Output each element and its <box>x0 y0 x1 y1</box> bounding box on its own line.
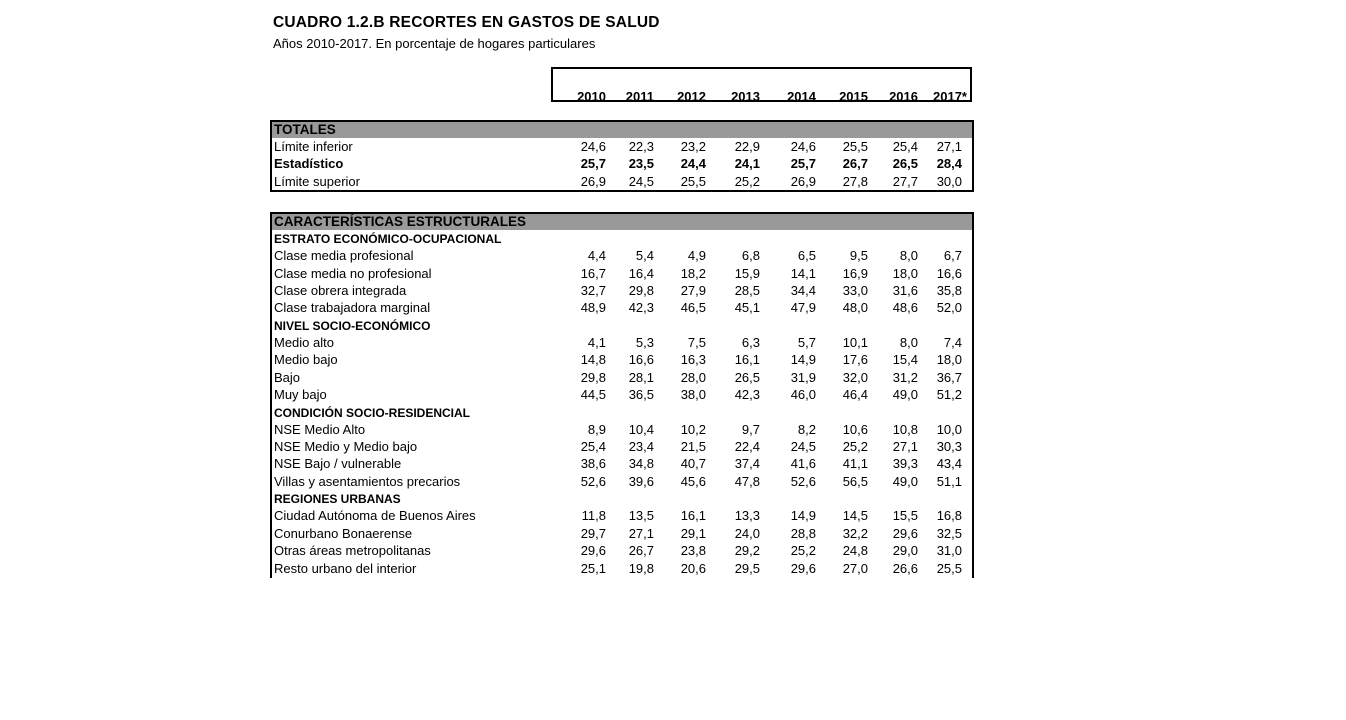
row-label: NSE Bajo / vulnerable <box>274 456 402 472</box>
cell-value: 20,6 <box>680 560 706 576</box>
cell-value: 27,1 <box>892 439 918 455</box>
table-row <box>272 155 972 172</box>
cell-value: 8,2 <box>797 421 816 437</box>
cell-value: 16,3 <box>680 352 706 368</box>
table-row <box>272 525 972 542</box>
cell-value: 26,7 <box>842 156 868 172</box>
cell-value: 8,9 <box>587 421 606 437</box>
cell-value: 6,8 <box>741 248 760 264</box>
row-label: NSE Medio Alto <box>274 421 366 437</box>
cell-value: 31,6 <box>892 282 918 298</box>
cell-value: 13,5 <box>628 508 654 524</box>
cell-value: 41,1 <box>842 456 868 472</box>
cell-value: 4,1 <box>587 334 606 350</box>
table-row <box>272 369 972 386</box>
cell-value: 32,5 <box>936 525 962 541</box>
cell-value: 24,5 <box>790 439 816 455</box>
row-label: Medio alto <box>274 334 334 350</box>
year-4: 2014 <box>787 89 816 104</box>
cell-value: 22,3 <box>628 139 654 154</box>
cell-value: 22,4 <box>734 439 760 455</box>
table-row <box>272 438 972 455</box>
cell-value: 14,5 <box>842 508 868 524</box>
cell-value: 25,5 <box>936 560 962 576</box>
group-title-text: ESTRATO ECONÓMICO-OCUPACIONAL <box>274 232 502 246</box>
table-row <box>272 542 972 559</box>
cell-value: 11,8 <box>581 508 606 524</box>
cell-value: 30,3 <box>936 439 962 455</box>
cell-value: 6,7 <box>943 248 962 264</box>
cell-value: 46,5 <box>680 300 706 316</box>
year-header <box>551 67 972 102</box>
group-title-text: CONDICIÓN SOCIO-RESIDENCIAL <box>274 405 471 420</box>
cell-value: 18,0 <box>936 352 962 368</box>
cell-value: 29,6 <box>892 525 918 541</box>
cell-value: 23,5 <box>628 156 654 172</box>
table-row <box>272 247 972 264</box>
table-row <box>272 282 972 299</box>
cell-value: 7,5 <box>687 334 706 350</box>
cell-value: 24,1 <box>734 156 760 172</box>
cell-value: 49,0 <box>892 473 918 489</box>
cell-value: 27,9 <box>680 282 706 298</box>
cell-value: 10,0 <box>936 421 962 437</box>
cell-value: 16,6 <box>936 265 962 281</box>
cell-value: 14,9 <box>790 352 816 368</box>
cell-value: 17,6 <box>842 352 868 368</box>
cell-value: 29,6 <box>790 560 816 576</box>
row-label: Medio bajo <box>274 352 338 368</box>
table-row <box>272 473 972 490</box>
cell-value: 15,9 <box>734 265 760 281</box>
cell-value: 41,6 <box>790 456 816 472</box>
group-title <box>272 490 972 507</box>
row-label: Muy bajo <box>274 387 327 403</box>
cell-value: 44,5 <box>580 387 606 403</box>
table-row <box>272 507 972 524</box>
cell-value: 38,0 <box>680 387 706 403</box>
table-row <box>272 560 972 577</box>
cell-value: 42,3 <box>628 300 654 316</box>
cell-value: 10,2 <box>680 421 706 437</box>
row-label: Clase media no profesional <box>274 265 432 281</box>
table-row <box>272 138 972 155</box>
cell-value: 27,0 <box>842 560 868 576</box>
cell-value: 24,5 <box>628 173 654 189</box>
cell-value: 46,0 <box>790 387 816 403</box>
cell-value: 29,8 <box>580 369 606 385</box>
cell-value: 25,4 <box>580 439 606 455</box>
cell-value: 56,5 <box>842 473 868 489</box>
cell-value: 16,6 <box>628 352 654 368</box>
cell-value: 37,4 <box>734 456 760 472</box>
cell-value: 21,5 <box>680 439 706 455</box>
cell-value: 33,0 <box>842 282 868 298</box>
cell-value: 29,7 <box>580 525 606 541</box>
cell-value: 5,3 <box>635 334 654 350</box>
cell-value: 16,1 <box>680 508 706 524</box>
cell-value: 15,5 <box>892 508 918 524</box>
cell-value: 26,7 <box>628 543 654 559</box>
cell-value: 45,6 <box>680 473 706 489</box>
year-3: 2013 <box>731 89 760 104</box>
cell-value: 52,0 <box>936 300 962 316</box>
cell-value: 6,3 <box>741 334 760 350</box>
cell-value: 10,1 <box>842 334 868 350</box>
cell-value: 19,8 <box>628 560 654 576</box>
cell-value: 26,9 <box>790 173 816 189</box>
cell-value: 4,4 <box>587 248 606 264</box>
row-label: NSE Medio y Medio bajo <box>274 439 418 455</box>
table-row <box>272 299 972 316</box>
cell-value: 52,6 <box>580 473 606 489</box>
group-title-text: REGIONES URBANAS <box>274 492 401 507</box>
cell-value: 24,6 <box>790 139 816 154</box>
cell-value: 34,4 <box>790 282 816 298</box>
cell-value: 40,7 <box>680 456 706 472</box>
cell-value: 24,4 <box>680 156 706 172</box>
cell-value: 52,6 <box>790 473 816 489</box>
cell-value: 38,6 <box>580 456 606 472</box>
cell-value: 39,3 <box>892 456 918 472</box>
cell-value: 18,0 <box>892 265 918 281</box>
cell-value: 16,7 <box>580 265 606 281</box>
cell-value: 8,0 <box>899 248 918 264</box>
year-6: 2016 <box>889 89 918 104</box>
row-label: Villas y asentamientos precarios <box>274 473 461 489</box>
cell-value: 29,1 <box>680 525 706 541</box>
cell-value: 14,8 <box>580 352 606 368</box>
cell-value: 42,3 <box>734 387 760 403</box>
cell-value: 25,4 <box>892 139 918 154</box>
cell-value: 23,2 <box>680 139 706 154</box>
cell-value: 10,8 <box>892 421 918 437</box>
cell-value: 8,0 <box>899 334 918 350</box>
cell-value: 31,9 <box>790 369 816 385</box>
table-row <box>272 265 972 282</box>
cell-value: 36,7 <box>936 369 962 385</box>
cell-value: 7,4 <box>943 334 962 350</box>
row-label: Conurbano Bonaerense <box>274 525 413 541</box>
table-row <box>272 334 972 351</box>
cell-value: 4,9 <box>687 248 706 264</box>
cell-value: 25,5 <box>680 173 706 189</box>
caracteristicas-header: CARACTERÍSTICAS ESTRUCTURALES <box>272 214 972 230</box>
caracteristicas-section <box>270 212 974 578</box>
cell-value: 15,4 <box>892 352 918 368</box>
cell-value: 14,9 <box>790 508 816 524</box>
row-label: Estadístico <box>274 156 344 172</box>
cell-value: 16,9 <box>842 265 868 281</box>
cell-value: 10,4 <box>628 421 654 437</box>
cell-value: 51,1 <box>936 473 962 489</box>
row-label: Clase media profesional <box>274 248 414 264</box>
group-title <box>272 317 972 334</box>
cell-value: 25,7 <box>580 156 606 172</box>
cell-value: 47,9 <box>790 300 816 316</box>
cell-value: 28,0 <box>680 369 706 385</box>
cell-value: 32,2 <box>842 525 868 541</box>
cell-value: 10,6 <box>842 421 868 437</box>
table-row <box>272 173 972 190</box>
cell-value: 14,1 <box>790 265 816 281</box>
cell-value: 24,6 <box>580 139 606 154</box>
cell-value: 13,3 <box>734 508 760 524</box>
cell-value: 29,6 <box>580 543 606 559</box>
cell-value: 26,5 <box>892 156 918 172</box>
table-row <box>272 351 972 368</box>
cell-value: 29,0 <box>892 543 918 559</box>
cell-value: 39,6 <box>628 473 654 489</box>
row-label: Clase trabajadora marginal <box>274 300 431 316</box>
row-label: Ciudad Autónoma de Buenos Aires <box>274 508 476 524</box>
cell-value: 16,4 <box>628 265 654 281</box>
cell-value: 25,5 <box>842 139 868 154</box>
cell-value: 34,8 <box>628 456 654 472</box>
cell-value: 5,4 <box>635 248 654 264</box>
totales-section <box>270 120 974 192</box>
cell-value: 26,5 <box>734 369 760 385</box>
cell-value: 45,1 <box>734 300 760 316</box>
row-label: Resto urbano del interior <box>274 560 417 576</box>
cell-value: 22,9 <box>734 139 760 154</box>
row-label: Bajo <box>274 369 301 385</box>
cell-value: 43,4 <box>936 456 962 472</box>
cell-value: 25,7 <box>790 156 816 172</box>
cell-value: 48,9 <box>580 300 606 316</box>
cell-value: 46,4 <box>842 387 868 403</box>
cell-value: 9,5 <box>849 248 868 264</box>
cell-value: 27,8 <box>842 173 868 189</box>
cell-value: 28,8 <box>790 525 816 541</box>
cell-value: 31,0 <box>936 543 962 559</box>
cell-value: 27,1 <box>628 525 654 541</box>
cell-value: 36,5 <box>628 387 654 403</box>
cell-value: 5,7 <box>797 334 816 350</box>
year-1: 2011 <box>625 89 654 104</box>
group-title <box>272 230 972 247</box>
group-title <box>272 404 972 421</box>
group-title-text: NIVEL SOCIO-ECONÓMICO <box>274 318 431 333</box>
cell-value: 24,8 <box>842 543 868 559</box>
cell-value: 47,8 <box>734 473 760 489</box>
cell-value: 29,8 <box>628 282 654 298</box>
cell-value: 26,6 <box>892 560 918 576</box>
year-5: 2015 <box>839 89 868 104</box>
cell-value: 25,2 <box>790 543 816 559</box>
cell-value: 25,1 <box>580 560 606 576</box>
cell-value: 25,2 <box>842 439 868 455</box>
row-label: Otras áreas metropolitanas <box>274 543 431 559</box>
cell-value: 51,2 <box>936 387 962 403</box>
cell-value: 32,7 <box>580 282 606 298</box>
year-2: 2012 <box>677 89 706 104</box>
cell-value: 18,2 <box>680 265 706 281</box>
table-title: CUADRO 1.2.B RECORTES EN GASTOS DE SALUD <box>273 14 660 31</box>
row-label: Límite superior <box>274 173 360 189</box>
cell-value: 23,4 <box>628 439 654 455</box>
cell-value: 6,5 <box>797 248 816 264</box>
table-row <box>272 421 972 438</box>
cell-value: 48,0 <box>842 300 868 316</box>
cell-value: 49,0 <box>892 387 918 403</box>
totales-header: TOTALES <box>272 122 972 138</box>
year-0: 2010 <box>577 89 606 104</box>
cell-value: 27,7 <box>892 173 918 189</box>
cell-value: 32,0 <box>842 369 868 385</box>
cell-value: 31,2 <box>892 369 918 385</box>
table-subtitle: Años 2010-2017. En porcentaje de hogares particulares <box>273 36 596 51</box>
cell-value: 23,8 <box>680 543 706 559</box>
cell-value: 25,2 <box>734 173 760 189</box>
cell-value: 35,8 <box>936 282 962 298</box>
row-label: Clase obrera integrada <box>274 282 407 298</box>
table-row <box>272 386 972 403</box>
cell-value: 28,1 <box>628 369 654 385</box>
table-row <box>272 455 972 472</box>
cell-value: 28,5 <box>734 282 760 298</box>
row-label: Límite inferior <box>274 139 353 154</box>
cell-value: 30,0 <box>936 173 962 189</box>
cell-value: 28,4 <box>936 156 962 172</box>
cell-value: 48,6 <box>892 300 918 316</box>
cell-value: 16,1 <box>734 352 760 368</box>
footnote-cropped <box>273 579 988 585</box>
cell-value: 24,0 <box>734 525 760 541</box>
cell-value: 26,9 <box>580 173 606 189</box>
year-7: 2017* <box>933 89 967 104</box>
cell-value: 29,5 <box>734 560 760 576</box>
cell-value: 27,1 <box>936 139 962 154</box>
cell-value: 29,2 <box>734 543 760 559</box>
cell-value: 16,8 <box>936 508 962 524</box>
cell-value: 9,7 <box>741 421 760 437</box>
